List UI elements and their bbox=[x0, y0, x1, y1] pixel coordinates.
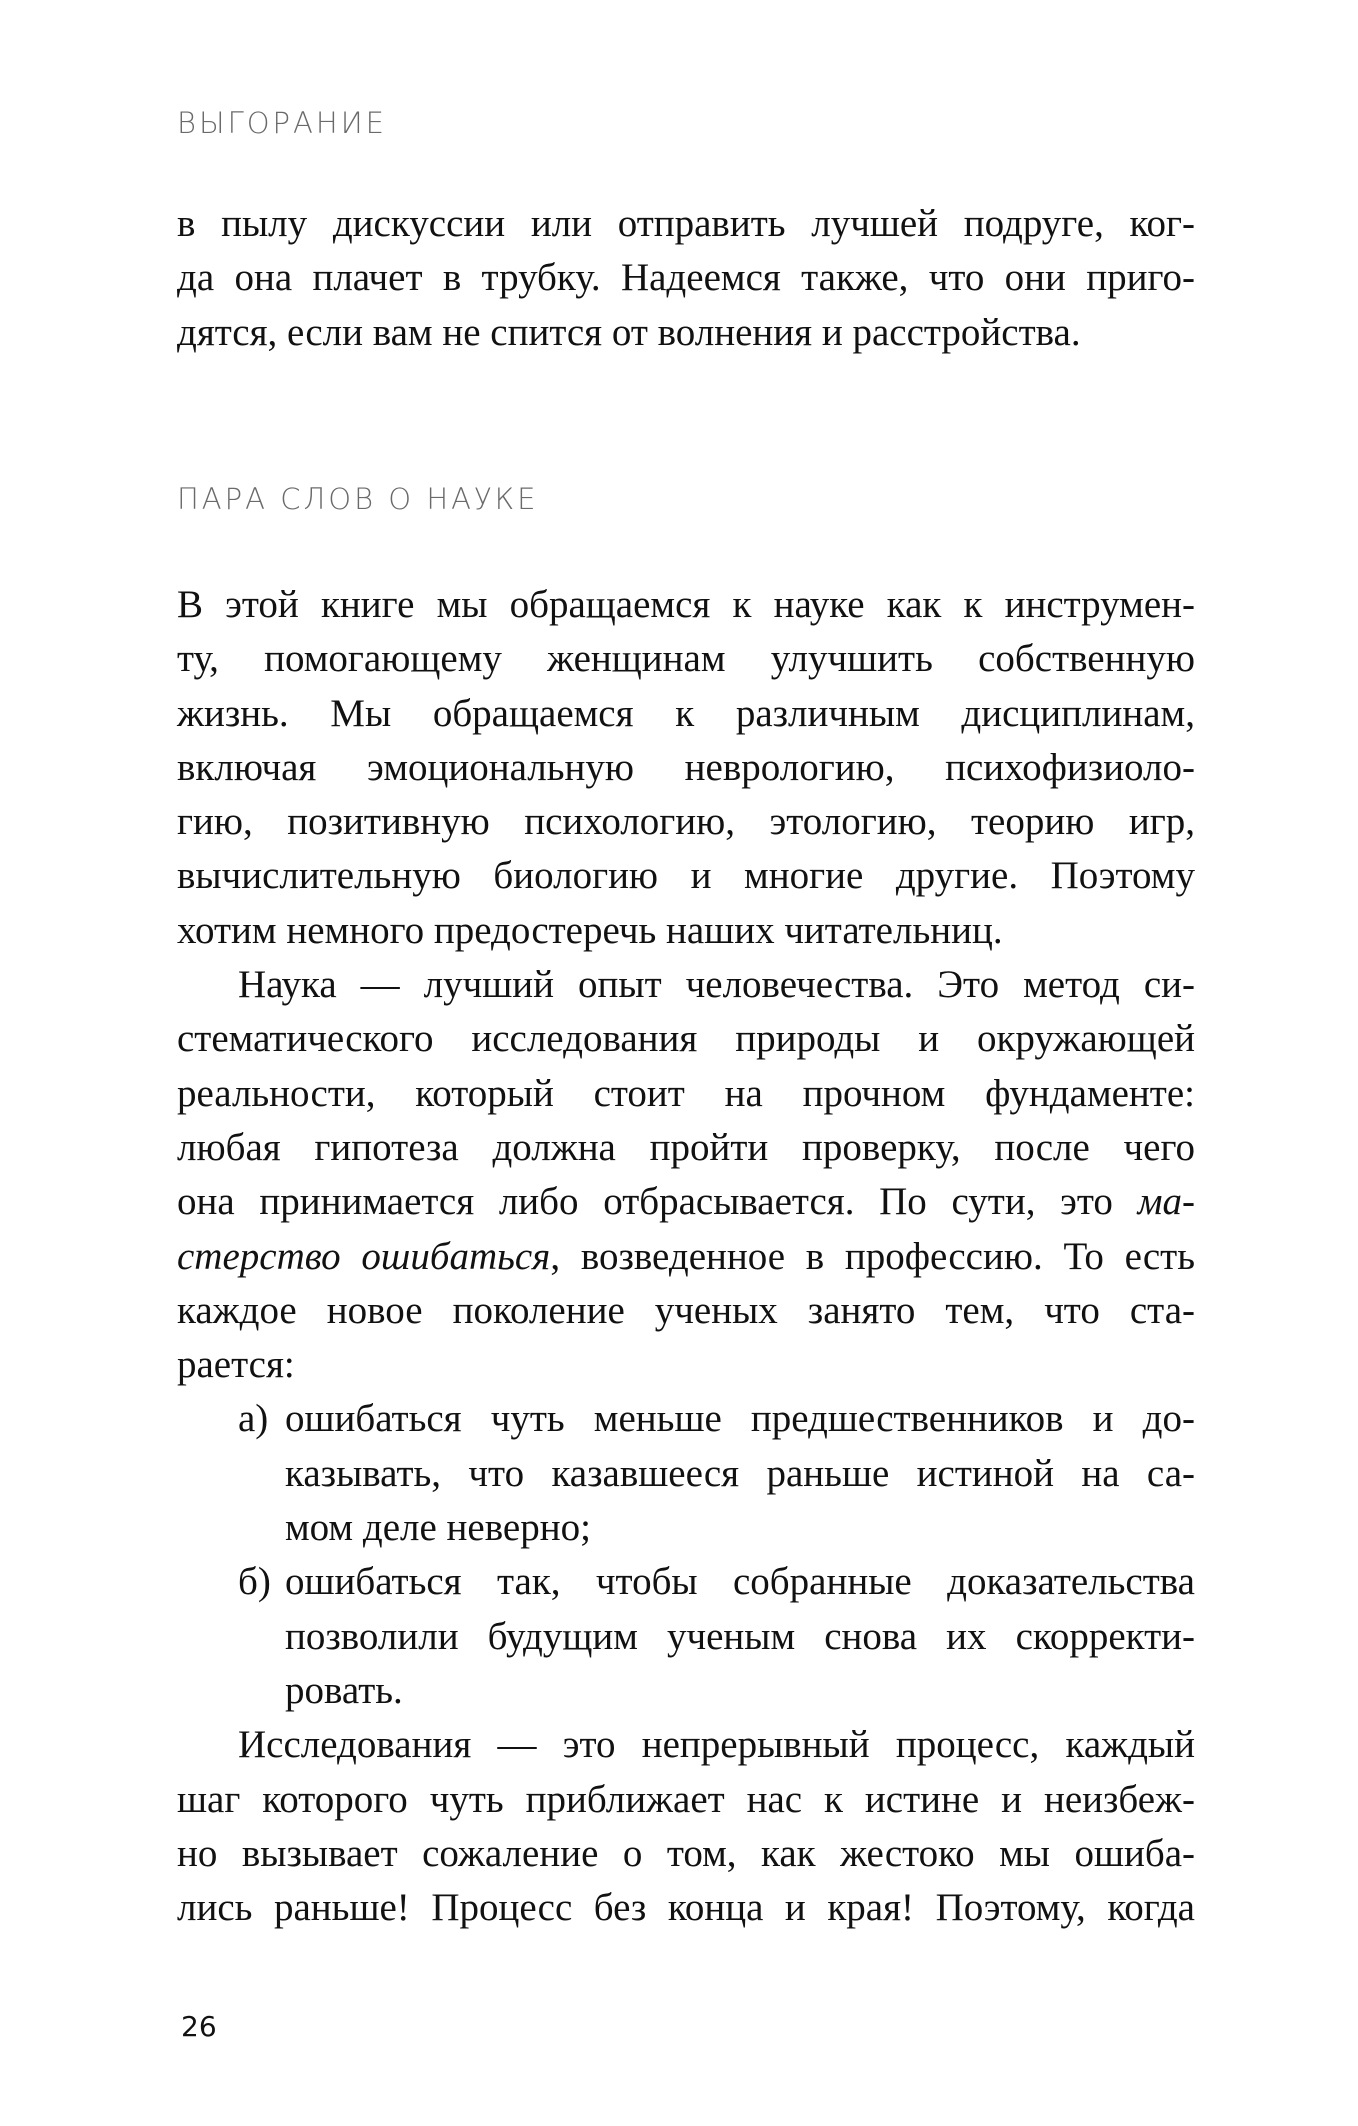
text-line bbox=[177, 958, 1195, 1012]
text-line bbox=[177, 1881, 1195, 1935]
list-item-line bbox=[177, 1392, 1195, 1446]
text-line bbox=[177, 1230, 1195, 1284]
text-line bbox=[177, 1067, 1195, 1121]
emphasis-text: ма- bbox=[1137, 1180, 1195, 1224]
page-number: 26 bbox=[181, 2010, 217, 2043]
list-item-line bbox=[177, 1447, 1195, 1501]
text-line bbox=[177, 1175, 1195, 1229]
list-item-line bbox=[177, 1664, 1195, 1718]
list-item-line bbox=[177, 1555, 1195, 1609]
line-text: , возведенное в профессию. То есть bbox=[550, 1234, 1195, 1278]
line-text: рается: bbox=[177, 1343, 295, 1387]
text-line bbox=[177, 1773, 1195, 1827]
line-text: Наука — лучший опыт человечества. Это метод си- bbox=[238, 963, 1195, 1007]
text-line bbox=[177, 1718, 1195, 1772]
text-line bbox=[177, 1338, 1195, 1392]
line-text: реальности, который стоит на прочном фундаменте: bbox=[177, 1071, 1195, 1115]
text-line bbox=[177, 1121, 1195, 1175]
text-line bbox=[177, 251, 1195, 305]
list-item-line bbox=[177, 1610, 1195, 1664]
list-marker: б) bbox=[238, 1560, 271, 1604]
running-header: ВЫГОРАНИЕ bbox=[177, 106, 387, 140]
line-text: любая гипотеза должна пройти проверку, после чего bbox=[177, 1125, 1195, 1169]
line-text: стематического исследования природы и окружающей bbox=[177, 1017, 1195, 1061]
line-text: ровать. bbox=[285, 1668, 403, 1712]
line-text: она принимается либо отбрасывается. По сути, это bbox=[177, 1180, 1138, 1224]
line-text: в пылу дискуссии или отправить лучшей подруге, ког- bbox=[177, 202, 1195, 245]
section-heading: ПАРА СЛОВ О НАУКЕ bbox=[177, 482, 539, 516]
line-text: позволили будущим ученым снова их скорректи- bbox=[285, 1614, 1195, 1658]
text-line bbox=[177, 578, 1195, 632]
line-text: дятся, если вам не спится от волнения и расстройства. bbox=[177, 310, 1081, 354]
list-marker: а) bbox=[238, 1397, 269, 1441]
line-text: шаг которого чуть приближает нас к истине и неизбеж- bbox=[177, 1777, 1195, 1821]
text-line bbox=[177, 849, 1195, 903]
line-text: да она плачет в трубку. Надеемся также, что они приго- bbox=[177, 256, 1195, 300]
emphasis-text: стерство ошибаться bbox=[177, 1234, 551, 1278]
text-line bbox=[177, 197, 1195, 251]
line-text: лись раньше! Процесс без конца и края! Поэтому, когда bbox=[177, 1886, 1195, 1930]
line-text: Исследования — это непрерывный процесс, каждый bbox=[238, 1723, 1195, 1767]
text-line bbox=[177, 687, 1195, 741]
intro-paragraph bbox=[177, 197, 1195, 360]
line-text: казывать, что казавшееся раньше истиной на са- bbox=[285, 1451, 1195, 1495]
line-text: включая эмоциональную неврологию, психофизиоло- bbox=[177, 745, 1195, 789]
line-text: ту, помогающему женщинам улучшить собственную bbox=[177, 637, 1195, 681]
text-line bbox=[177, 1012, 1195, 1066]
text-line bbox=[177, 1284, 1195, 1338]
line-text: вычислительную биологию и многие другие. Поэтому bbox=[177, 854, 1195, 898]
text-line bbox=[177, 1827, 1195, 1881]
body-text bbox=[177, 578, 1195, 1935]
line-text: ошибаться чуть меньше предшественников и до- bbox=[285, 1397, 1195, 1441]
text-line bbox=[177, 795, 1195, 849]
line-text: но вызывает сожаление о том, как жестоко мы ошиба- bbox=[177, 1831, 1195, 1875]
line-text: жизнь. Мы обращаемся к различным дисциплинам, bbox=[177, 691, 1195, 735]
text-line bbox=[177, 306, 1195, 360]
line-text: В этой книге мы обращаемся к науке как к инструмен- bbox=[177, 583, 1195, 626]
text-line bbox=[177, 904, 1195, 958]
line-text: хотим немного предостеречь наших читательниц. bbox=[177, 908, 1003, 952]
list-item-line bbox=[177, 1501, 1195, 1555]
text-line bbox=[177, 741, 1195, 795]
line-text: ошибаться так, чтобы собранные доказательства bbox=[285, 1560, 1195, 1604]
line-text: гию, позитивную психологию, этологию, теорию игр, bbox=[177, 800, 1195, 844]
text-line bbox=[177, 632, 1195, 686]
line-text: мом деле неверно; bbox=[285, 1506, 591, 1550]
line-text: каждое новое поколение ученых занято тем, что ста- bbox=[177, 1288, 1195, 1332]
